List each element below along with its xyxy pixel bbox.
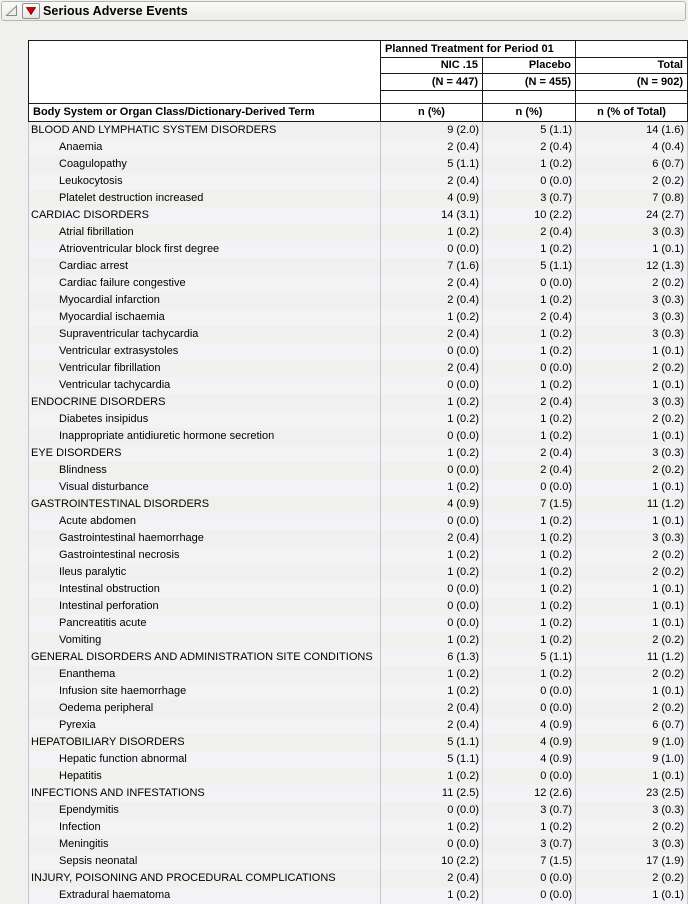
table-row	[29, 649, 688, 666]
term-cell: HEPATOBILIARY DISORDERS	[29, 734, 381, 751]
term-cell: CARDIAC DISORDERS	[29, 207, 381, 224]
nic-value-cell: 2 (0.4)	[381, 700, 483, 717]
nic-value-cell: 2 (0.4)	[381, 173, 483, 190]
placebo-value-cell: 5 (1.1)	[483, 122, 576, 139]
term-cell: Myocardial infarction	[29, 292, 381, 309]
total-value-cell: 1 (0.1)	[576, 581, 688, 598]
stat-header-total: n (% of Total)	[576, 104, 688, 122]
total-value-cell: 14 (1.6)	[576, 122, 688, 139]
table-row	[29, 394, 688, 411]
total-value-cell: 6 (0.7)	[576, 156, 688, 173]
table-body	[29, 122, 688, 904]
table-row	[29, 581, 688, 598]
total-value-cell: 1 (0.1)	[576, 428, 688, 445]
outline-title: Serious Adverse Events	[43, 4, 188, 18]
term-cell: GASTROINTESTINAL DISORDERS	[29, 496, 381, 513]
term-cell: INJURY, POISONING AND PROCEDURAL COMPLICATIONS	[29, 870, 381, 887]
placebo-value-cell: 1 (0.2)	[483, 513, 576, 530]
total-value-cell: 2 (0.2)	[576, 462, 688, 479]
term-cell: Ileus paralytic	[29, 564, 381, 581]
term-cell: Ependymitis	[29, 802, 381, 819]
total-value-cell: 9 (1.0)	[576, 751, 688, 768]
table-row	[29, 734, 688, 751]
term-cell: Ventricular tachycardia	[29, 377, 381, 394]
term-cell: Leukocytosis	[29, 173, 381, 190]
nic-value-cell: 1 (0.2)	[381, 683, 483, 700]
nic-value-cell: 7 (1.6)	[381, 258, 483, 275]
nic-value-cell: 5 (1.1)	[381, 751, 483, 768]
nic-value-cell: 4 (0.9)	[381, 190, 483, 207]
table-row	[29, 751, 688, 768]
placebo-value-cell: 1 (0.2)	[483, 343, 576, 360]
total-value-cell: 23 (2.5)	[576, 785, 688, 802]
term-cell: Atrial fibrillation	[29, 224, 381, 241]
term-cell: Infusion site haemorrhage	[29, 683, 381, 700]
nic-value-cell: 1 (0.2)	[381, 547, 483, 564]
term-cell: Pancreatitis acute	[29, 615, 381, 632]
nic-value-cell: 10 (2.2)	[381, 853, 483, 870]
blank-spacer-cell	[576, 91, 688, 104]
table-row	[29, 462, 688, 479]
table-row	[29, 224, 688, 241]
nic-value-cell: 9 (2.0)	[381, 122, 483, 139]
term-cell: ENDOCRINE DISORDERS	[29, 394, 381, 411]
nic-value-cell: 14 (3.1)	[381, 207, 483, 224]
total-value-cell: 1 (0.1)	[576, 598, 688, 615]
nic-value-cell: 5 (1.1)	[381, 156, 483, 173]
placebo-value-cell: 1 (0.2)	[483, 156, 576, 173]
total-value-cell: 12 (1.3)	[576, 258, 688, 275]
total-value-cell: 1 (0.1)	[576, 683, 688, 700]
term-cell: Enanthema	[29, 666, 381, 683]
nic-value-cell: 0 (0.0)	[381, 802, 483, 819]
term-cell: Cardiac failure congestive	[29, 275, 381, 292]
total-value-cell: 3 (0.3)	[576, 394, 688, 411]
term-cell: Myocardial ischaemia	[29, 309, 381, 326]
term-cell: Meningitis	[29, 836, 381, 853]
term-cell: Blindness	[29, 462, 381, 479]
nic-value-cell: 0 (0.0)	[381, 343, 483, 360]
column-header-placebo: Placebo	[483, 58, 576, 74]
table-row	[29, 530, 688, 547]
placebo-value-cell: 3 (0.7)	[483, 802, 576, 819]
nic-value-cell: 11 (2.5)	[381, 785, 483, 802]
total-value-cell: 3 (0.3)	[576, 224, 688, 241]
nic-value-cell: 1 (0.2)	[381, 632, 483, 649]
placebo-value-cell: 0 (0.0)	[483, 479, 576, 496]
nic-value-cell: 1 (0.2)	[381, 224, 483, 241]
table-row	[29, 326, 688, 343]
placebo-value-cell: 2 (0.4)	[483, 224, 576, 241]
nic-value-cell: 1 (0.2)	[381, 479, 483, 496]
total-value-cell: 1 (0.1)	[576, 768, 688, 785]
total-value-cell: 2 (0.2)	[576, 870, 688, 887]
nic-value-cell: 1 (0.2)	[381, 564, 483, 581]
placebo-value-cell: 2 (0.4)	[483, 462, 576, 479]
nic-value-cell: 1 (0.2)	[381, 666, 483, 683]
term-cell: Infection	[29, 819, 381, 836]
term-cell: BLOOD AND LYMPHATIC SYSTEM DISORDERS	[29, 122, 381, 139]
table-row	[29, 360, 688, 377]
total-value-cell: 2 (0.2)	[576, 547, 688, 564]
nic-value-cell: 2 (0.4)	[381, 870, 483, 887]
outline-title-bar	[1, 1, 686, 21]
total-value-cell: 17 (1.9)	[576, 853, 688, 870]
placebo-value-cell: 12 (2.6)	[483, 785, 576, 802]
table-row	[29, 496, 688, 513]
placebo-value-cell: 1 (0.2)	[483, 241, 576, 258]
total-value-cell: 2 (0.2)	[576, 632, 688, 649]
table-row	[29, 173, 688, 190]
n-count-total: (N = 902)	[576, 74, 688, 91]
placebo-value-cell: 3 (0.7)	[483, 190, 576, 207]
table-row	[29, 411, 688, 428]
table-row	[29, 598, 688, 615]
nic-value-cell: 0 (0.0)	[381, 377, 483, 394]
placebo-value-cell: 0 (0.0)	[483, 887, 576, 904]
table-row	[29, 343, 688, 360]
total-value-cell: 2 (0.2)	[576, 564, 688, 581]
red-triangle-menu-button[interactable]	[22, 3, 40, 19]
table-row	[29, 428, 688, 445]
treatment-spanner-header: Planned Treatment for Period 01	[381, 41, 576, 58]
table-row	[29, 819, 688, 836]
total-value-cell: 3 (0.3)	[576, 802, 688, 819]
nic-value-cell: 2 (0.4)	[381, 139, 483, 156]
term-cell: Gastrointestinal necrosis	[29, 547, 381, 564]
total-value-cell: 2 (0.2)	[576, 700, 688, 717]
table-row	[29, 513, 688, 530]
total-value-cell: 11 (1.2)	[576, 649, 688, 666]
placebo-value-cell: 5 (1.1)	[483, 258, 576, 275]
table-row	[29, 445, 688, 462]
nic-value-cell: 1 (0.2)	[381, 411, 483, 428]
nic-value-cell: 2 (0.4)	[381, 717, 483, 734]
placebo-value-cell: 1 (0.2)	[483, 598, 576, 615]
placebo-value-cell: 1 (0.2)	[483, 377, 576, 394]
nic-value-cell: 1 (0.2)	[381, 768, 483, 785]
total-value-cell: 7 (0.8)	[576, 190, 688, 207]
term-cell: Extradural haematoma	[29, 887, 381, 904]
term-cell: Diabetes insipidus	[29, 411, 381, 428]
table-row	[29, 700, 688, 717]
term-cell: GENERAL DISORDERS AND ADMINISTRATION SITE CONDITIONS	[29, 649, 381, 666]
table-row	[29, 768, 688, 785]
table-row	[29, 717, 688, 734]
placebo-value-cell: 1 (0.2)	[483, 632, 576, 649]
table-row	[29, 309, 688, 326]
term-cell: Pyrexia	[29, 717, 381, 734]
table-row	[29, 547, 688, 564]
total-value-cell: 1 (0.1)	[576, 887, 688, 904]
term-cell: Ventricular fibrillation	[29, 360, 381, 377]
placebo-value-cell: 1 (0.2)	[483, 292, 576, 309]
total-value-cell: 1 (0.1)	[576, 377, 688, 394]
nic-value-cell: 1 (0.2)	[381, 309, 483, 326]
table-row	[29, 122, 688, 139]
total-value-cell: 3 (0.3)	[576, 326, 688, 343]
table-row	[29, 870, 688, 887]
placebo-value-cell: 7 (1.5)	[483, 853, 576, 870]
term-cell: Supraventricular tachycardia	[29, 326, 381, 343]
term-cell: Cardiac arrest	[29, 258, 381, 275]
nic-value-cell: 1 (0.2)	[381, 445, 483, 462]
table-row	[29, 377, 688, 394]
blank-spacer-cell	[381, 91, 483, 104]
table-row	[29, 836, 688, 853]
table-header	[29, 41, 688, 122]
nic-value-cell: 0 (0.0)	[381, 428, 483, 445]
nic-value-cell: 0 (0.0)	[381, 513, 483, 530]
red-triangle-icon	[26, 7, 36, 15]
table-row	[29, 275, 688, 292]
term-cell: INFECTIONS AND INFESTATIONS	[29, 785, 381, 802]
placebo-value-cell: 1 (0.2)	[483, 411, 576, 428]
total-value-cell: 2 (0.2)	[576, 360, 688, 377]
placebo-value-cell: 1 (0.2)	[483, 530, 576, 547]
placebo-value-cell: 0 (0.0)	[483, 683, 576, 700]
column-header-nic: NIC .15	[381, 58, 483, 74]
nic-value-cell: 0 (0.0)	[381, 836, 483, 853]
blank-spacer-cell	[483, 91, 576, 104]
table-row	[29, 632, 688, 649]
term-cell: Hepatitis	[29, 768, 381, 785]
total-value-cell: 2 (0.2)	[576, 275, 688, 292]
term-cell: Coagulopathy	[29, 156, 381, 173]
term-cell: Gastrointestinal haemorrhage	[29, 530, 381, 547]
placebo-value-cell: 2 (0.4)	[483, 445, 576, 462]
placebo-value-cell: 5 (1.1)	[483, 649, 576, 666]
table-row	[29, 802, 688, 819]
nic-value-cell: 2 (0.4)	[381, 326, 483, 343]
serious-adverse-events-table	[28, 40, 688, 904]
placebo-value-cell: 3 (0.7)	[483, 836, 576, 853]
total-header-spacer	[576, 41, 688, 58]
term-cell: Vomiting	[29, 632, 381, 649]
term-header-spacer	[29, 41, 381, 104]
placebo-value-cell: 0 (0.0)	[483, 360, 576, 377]
table-row	[29, 190, 688, 207]
term-cell: Hepatic function abnormal	[29, 751, 381, 768]
total-value-cell: 2 (0.2)	[576, 666, 688, 683]
table-row	[29, 683, 688, 700]
total-value-cell: 3 (0.3)	[576, 445, 688, 462]
nic-value-cell: 4 (0.9)	[381, 496, 483, 513]
placebo-value-cell: 2 (0.4)	[483, 139, 576, 156]
placebo-value-cell: 2 (0.4)	[483, 309, 576, 326]
table-row	[29, 139, 688, 156]
placebo-value-cell: 1 (0.2)	[483, 581, 576, 598]
total-value-cell: 9 (1.0)	[576, 734, 688, 751]
n-count-nic: (N = 447)	[381, 74, 483, 91]
n-count-placebo: (N = 455)	[483, 74, 576, 91]
placebo-value-cell: 1 (0.2)	[483, 326, 576, 343]
placebo-value-cell: 1 (0.2)	[483, 666, 576, 683]
column-header-total: Total	[576, 58, 688, 74]
table-row	[29, 564, 688, 581]
stat-header-placebo: n (%)	[483, 104, 576, 122]
total-value-cell: 1 (0.1)	[576, 241, 688, 258]
total-value-cell: 4 (0.4)	[576, 139, 688, 156]
table-row	[29, 156, 688, 173]
term-cell: Inappropriate antidiuretic hormone secretion	[29, 428, 381, 445]
total-value-cell: 1 (0.1)	[576, 479, 688, 496]
term-cell: Atrioventricular block first degree	[29, 241, 381, 258]
term-cell: Oedema peripheral	[29, 700, 381, 717]
nic-value-cell: 5 (1.1)	[381, 734, 483, 751]
nic-value-cell: 0 (0.0)	[381, 581, 483, 598]
term-cell: Intestinal obstruction	[29, 581, 381, 598]
total-value-cell: 1 (0.1)	[576, 513, 688, 530]
total-value-cell: 3 (0.3)	[576, 309, 688, 326]
nic-value-cell: 0 (0.0)	[381, 615, 483, 632]
placebo-value-cell: 1 (0.2)	[483, 819, 576, 836]
placebo-value-cell: 4 (0.9)	[483, 751, 576, 768]
total-value-cell: 24 (2.7)	[576, 207, 688, 224]
total-value-cell: 1 (0.1)	[576, 343, 688, 360]
total-value-cell: 11 (1.2)	[576, 496, 688, 513]
table-row	[29, 479, 688, 496]
stat-header-nic: n (%)	[381, 104, 483, 122]
total-value-cell: 3 (0.3)	[576, 292, 688, 309]
term-cell: Platelet destruction increased	[29, 190, 381, 207]
placebo-value-cell: 1 (0.2)	[483, 564, 576, 581]
placebo-value-cell: 0 (0.0)	[483, 173, 576, 190]
row-header-label: Body System or Organ Class/Dictionary-Derived Term	[29, 104, 381, 122]
term-cell: Anaemia	[29, 139, 381, 156]
total-value-cell: 1 (0.1)	[576, 615, 688, 632]
placebo-value-cell: 10 (2.2)	[483, 207, 576, 224]
table-row	[29, 785, 688, 802]
placebo-value-cell: 7 (1.5)	[483, 496, 576, 513]
disclosure-triangle-icon[interactable]	[5, 4, 19, 18]
nic-value-cell: 0 (0.0)	[381, 462, 483, 479]
table-row	[29, 615, 688, 632]
placebo-value-cell: 4 (0.9)	[483, 734, 576, 751]
nic-value-cell: 1 (0.2)	[381, 394, 483, 411]
term-cell: Visual disturbance	[29, 479, 381, 496]
term-cell: EYE DISORDERS	[29, 445, 381, 462]
placebo-value-cell: 1 (0.2)	[483, 615, 576, 632]
nic-value-cell: 0 (0.0)	[381, 241, 483, 258]
placebo-value-cell: 0 (0.0)	[483, 700, 576, 717]
nic-value-cell: 2 (0.4)	[381, 292, 483, 309]
table-row	[29, 666, 688, 683]
term-cell: Sepsis neonatal	[29, 853, 381, 870]
table-row	[29, 853, 688, 870]
placebo-value-cell: 0 (0.0)	[483, 870, 576, 887]
total-value-cell: 6 (0.7)	[576, 717, 688, 734]
placebo-value-cell: 0 (0.0)	[483, 275, 576, 292]
total-value-cell: 3 (0.3)	[576, 836, 688, 853]
total-value-cell: 2 (0.2)	[576, 173, 688, 190]
nic-value-cell: 2 (0.4)	[381, 360, 483, 377]
nic-value-cell: 0 (0.0)	[381, 598, 483, 615]
total-value-cell: 2 (0.2)	[576, 819, 688, 836]
placebo-value-cell: 1 (0.2)	[483, 428, 576, 445]
term-cell: Ventricular extrasystoles	[29, 343, 381, 360]
table-row	[29, 241, 688, 258]
nic-value-cell: 1 (0.2)	[381, 887, 483, 904]
term-cell: Acute abdomen	[29, 513, 381, 530]
table-row	[29, 258, 688, 275]
placebo-value-cell: 0 (0.0)	[483, 768, 576, 785]
total-value-cell: 3 (0.3)	[576, 530, 688, 547]
nic-value-cell: 2 (0.4)	[381, 530, 483, 547]
placebo-value-cell: 1 (0.2)	[483, 547, 576, 564]
placebo-value-cell: 2 (0.4)	[483, 394, 576, 411]
placebo-value-cell: 4 (0.9)	[483, 717, 576, 734]
nic-value-cell: 1 (0.2)	[381, 819, 483, 836]
table-row	[29, 292, 688, 309]
nic-value-cell: 2 (0.4)	[381, 275, 483, 292]
term-cell: Intestinal perforation	[29, 598, 381, 615]
table-row	[29, 207, 688, 224]
nic-value-cell: 6 (1.3)	[381, 649, 483, 666]
total-value-cell: 2 (0.2)	[576, 411, 688, 428]
